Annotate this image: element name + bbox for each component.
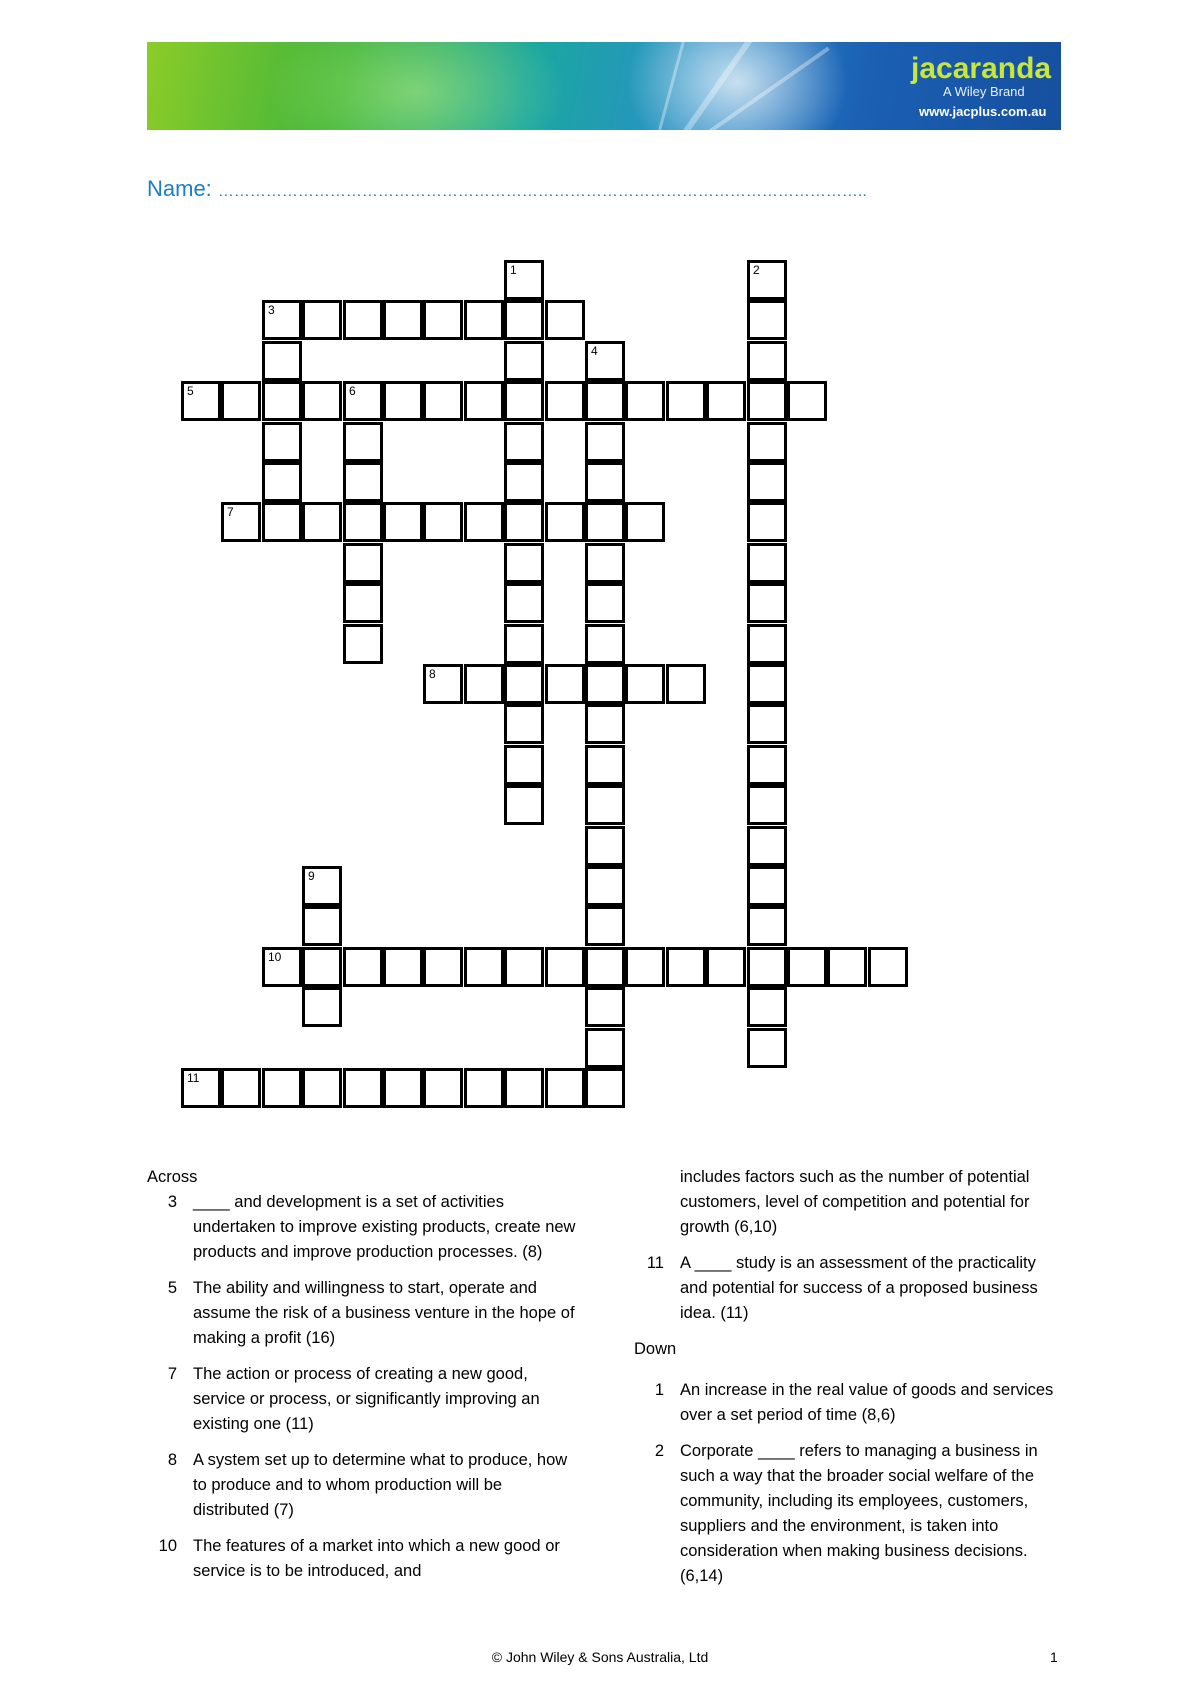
crossword-cell[interactable] <box>221 502 261 542</box>
clue-index: 11 <box>646 1254 664 1272</box>
clue-text: A system set up to determine what to produce, how to produce and to whom production will be distributed (7) <box>193 1451 568 1519</box>
across-clue-list <box>634 1251 1064 1326</box>
crossword-cell[interactable] <box>504 341 544 381</box>
crossword-cell[interactable] <box>545 664 585 704</box>
crossword-cell[interactable] <box>343 502 383 542</box>
crossword-cell[interactable] <box>343 1068 383 1108</box>
across-clue <box>147 1448 577 1523</box>
crossword-cell[interactable] <box>464 1068 504 1108</box>
crossword-cell[interactable] <box>504 624 544 664</box>
crossword-cell[interactable] <box>747 947 787 987</box>
across-clue-list <box>147 1190 577 1584</box>
crossword-cell[interactable] <box>383 381 423 421</box>
name-dots: ………………………………………………………………………………………………………….. <box>217 183 867 200</box>
crossword-cell[interactable] <box>181 1068 221 1108</box>
crossword-cell[interactable] <box>747 987 787 1027</box>
name-label: Name: <box>147 176 212 201</box>
crossword-cell[interactable] <box>343 300 383 340</box>
crossword-cell[interactable] <box>221 381 261 421</box>
crossword-cell[interactable] <box>747 422 787 462</box>
clue-index: 8 <box>167 1451 177 1469</box>
crossword-cell[interactable] <box>504 543 544 583</box>
footer-page-number: 1 <box>1050 1649 1058 1665</box>
crossword-cell[interactable] <box>423 947 463 987</box>
crossword-cell[interactable] <box>504 664 544 704</box>
crossword-cell[interactable] <box>787 947 827 987</box>
crossword-cell[interactable] <box>747 583 787 623</box>
crossword-cell[interactable] <box>343 624 383 664</box>
crossword-cell[interactable] <box>343 422 383 462</box>
crossword-cell[interactable] <box>585 947 625 987</box>
crossword-cell[interactable] <box>504 583 544 623</box>
crossword-cell[interactable] <box>504 502 544 542</box>
clue-index: 7 <box>167 1365 177 1383</box>
crossword-cell[interactable] <box>747 341 787 381</box>
clue-text: The action or process of creating a new good, service or process, or significantly improving an existing one (11) <box>193 1365 540 1433</box>
crossword-cell[interactable] <box>625 947 665 987</box>
clue-number: 2 <box>753 263 760 277</box>
crossword-cell[interactable] <box>262 381 302 421</box>
crossword-cell[interactable] <box>666 664 706 704</box>
crossword-cell[interactable] <box>747 260 787 300</box>
crossword-cell[interactable] <box>262 341 302 381</box>
clue-text: The features of a market into which a new good or service is to be introduced, and <box>193 1537 560 1580</box>
crossword-cell[interactable] <box>666 381 706 421</box>
crossword-cell[interactable] <box>545 1068 585 1108</box>
clues-right-column <box>634 1165 1064 1600</box>
crossword-cell[interactable] <box>585 1068 625 1108</box>
crossword-cell[interactable] <box>706 381 746 421</box>
clue-number: 1 <box>510 263 517 277</box>
crossword-cell[interactable] <box>706 947 746 987</box>
crossword-cell[interactable] <box>747 745 787 785</box>
crossword-cell[interactable] <box>262 947 302 987</box>
crossword-cell[interactable] <box>585 664 625 704</box>
crossword-cell[interactable] <box>747 826 787 866</box>
down-clue <box>634 1439 1064 1589</box>
crossword-cell[interactable] <box>585 543 625 583</box>
crossword-cell[interactable] <box>545 502 585 542</box>
brand-logo: jacaranda <box>911 52 1052 85</box>
crossword-cell[interactable] <box>423 502 463 542</box>
header-banner <box>147 42 1061 130</box>
banner-glow <box>267 42 567 130</box>
clue-number: 3 <box>268 303 275 317</box>
crossword-cell[interactable] <box>383 300 423 340</box>
crossword-cell[interactable] <box>343 583 383 623</box>
crossword-cell[interactable] <box>302 866 342 906</box>
clue-number: 4 <box>591 344 598 358</box>
clue-text: Corporate ____ refers to managing a business in such a way that the broader social welfare of the community, including its employees, customers, suppliers and the environment, is taken into consideration when making business decisions. (6,14) <box>680 1442 1038 1585</box>
down-heading: Down <box>634 1340 677 1358</box>
crossword-cell[interactable] <box>221 1068 261 1108</box>
across-clue <box>147 1534 577 1584</box>
clue-index: 1 <box>654 1381 664 1399</box>
crossword-cell[interactable] <box>504 260 544 300</box>
crossword-cell[interactable] <box>504 1068 544 1108</box>
crossword-cell[interactable] <box>585 745 625 785</box>
crossword-cell[interactable] <box>868 947 908 987</box>
crossword-cell[interactable] <box>302 1068 342 1108</box>
crossword-cell[interactable] <box>423 300 463 340</box>
crossword-cell[interactable] <box>302 987 342 1027</box>
down-clue <box>634 1378 1064 1428</box>
crossword-cell[interactable] <box>747 866 787 906</box>
crossword-cell[interactable] <box>383 502 423 542</box>
crossword-cell[interactable] <box>585 583 625 623</box>
crossword-cell[interactable] <box>747 624 787 664</box>
name-field <box>147 176 867 202</box>
crossword-cell[interactable] <box>585 502 625 542</box>
clues-left-column <box>147 1165 577 1595</box>
crossword-cell[interactable] <box>585 826 625 866</box>
crossword-cell[interactable] <box>262 462 302 502</box>
crossword-cell[interactable] <box>262 422 302 462</box>
crossword-cell[interactable] <box>302 906 342 946</box>
crossword-cell[interactable] <box>625 502 665 542</box>
crossword-cell[interactable] <box>383 947 423 987</box>
crossword-cell[interactable] <box>504 381 544 421</box>
crossword-cell[interactable] <box>464 300 504 340</box>
crossword-cell[interactable] <box>545 300 585 340</box>
crossword-cell[interactable] <box>423 1068 463 1108</box>
crossword-cell[interactable] <box>585 785 625 825</box>
across-clue-continuation: includes factors such as the number of potential customers, level of competition and potential for growth (6,10) <box>680 1168 1030 1236</box>
crossword-cell[interactable] <box>545 947 585 987</box>
crossword-cell[interactable] <box>585 704 625 744</box>
crossword-cell[interactable] <box>262 300 302 340</box>
crossword-cell[interactable] <box>585 987 625 1027</box>
crossword-cell[interactable] <box>504 704 544 744</box>
down-clue-list <box>634 1378 1064 1589</box>
crossword-cell[interactable] <box>504 785 544 825</box>
crossword-cell[interactable] <box>302 300 342 340</box>
crossword-cell[interactable] <box>585 624 625 664</box>
crossword-cell[interactable] <box>423 381 463 421</box>
crossword-cell[interactable] <box>787 381 827 421</box>
clue-index: 3 <box>167 1193 177 1211</box>
across-clue <box>634 1251 1064 1326</box>
crossword-cell[interactable] <box>625 381 665 421</box>
crossword-cell[interactable] <box>545 381 585 421</box>
crossword-cell[interactable] <box>585 341 625 381</box>
crossword-cell[interactable] <box>827 947 867 987</box>
crossword-cell[interactable] <box>504 422 544 462</box>
across-clue <box>147 1276 577 1351</box>
crossword-cell[interactable] <box>747 300 787 340</box>
crossword-cell[interactable] <box>747 664 787 704</box>
clue-text: An increase in the real value of goods and services over a set period of time (8,6) <box>680 1381 1054 1424</box>
crossword-cell[interactable] <box>343 381 383 421</box>
crossword-cell[interactable] <box>585 381 625 421</box>
crossword-cell[interactable] <box>585 906 625 946</box>
clue-text: A ____ study is an assessment of the practicality and potential for success of a proposed business idea. (11) <box>680 1254 1038 1322</box>
footer-copyright: © John Wiley & Sons Australia, Ltd <box>491 1649 709 1665</box>
crossword-cell[interactable] <box>302 947 342 987</box>
clue-number: 5 <box>187 384 194 398</box>
crossword-cell[interactable] <box>747 785 787 825</box>
crossword-cell[interactable] <box>747 704 787 744</box>
crossword-cell[interactable] <box>666 947 706 987</box>
crossword-cell[interactable] <box>343 462 383 502</box>
crossword-cell[interactable] <box>464 947 504 987</box>
clue-number: 8 <box>429 667 436 681</box>
clue-number: 9 <box>308 869 315 883</box>
clue-index: 5 <box>167 1279 177 1297</box>
brand-tagline: A Wiley Brand <box>943 84 1025 99</box>
crossword-cell[interactable] <box>464 502 504 542</box>
crossword-cell[interactable] <box>504 300 544 340</box>
crossword-cell[interactable] <box>343 543 383 583</box>
clue-index: 10 <box>158 1537 177 1555</box>
crossword-cell[interactable] <box>262 1068 302 1108</box>
clue-text: ____ and development is a set of activities undertaken to improve existing products, create new products and improve production processes. (8) <box>193 1193 576 1261</box>
crossword-cell[interactable] <box>343 947 383 987</box>
clue-number: 11 <box>187 1071 200 1085</box>
crossword-cell[interactable] <box>302 502 342 542</box>
crossword-cell[interactable] <box>747 1028 787 1068</box>
crossword-cell[interactable] <box>504 745 544 785</box>
across-clue <box>147 1362 577 1437</box>
crossword-cell[interactable] <box>747 906 787 946</box>
crossword-cell[interactable] <box>383 1068 423 1108</box>
crossword-cell[interactable] <box>747 381 787 421</box>
across-clue <box>147 1190 577 1265</box>
crossword-cell[interactable] <box>464 381 504 421</box>
crossword-cell[interactable] <box>504 947 544 987</box>
crossword-cell[interactable] <box>747 543 787 583</box>
crossword-cell[interactable] <box>464 664 504 704</box>
crossword-cell[interactable] <box>423 664 463 704</box>
crossword-cell[interactable] <box>747 462 787 502</box>
crossword-cell[interactable] <box>585 422 625 462</box>
clue-number: 6 <box>349 384 356 398</box>
brand-url: www.jacplus.com.au <box>919 104 1047 119</box>
crossword-cell[interactable] <box>181 381 221 421</box>
crossword-cell[interactable] <box>585 866 625 906</box>
clue-number: 7 <box>227 505 234 519</box>
crossword-cell[interactable] <box>747 502 787 542</box>
clue-text: The ability and willingness to start, operate and assume the risk of a business venture in the hope of making a profit (16) <box>193 1279 575 1347</box>
across-heading: Across <box>147 1168 198 1186</box>
crossword-cell[interactable] <box>625 664 665 704</box>
crossword-cell[interactable] <box>504 462 544 502</box>
crossword-cell[interactable] <box>302 381 342 421</box>
crossword-cell[interactable] <box>585 1028 625 1068</box>
clue-index: 2 <box>654 1442 664 1460</box>
crossword-cell[interactable] <box>262 502 302 542</box>
crossword-cell[interactable] <box>585 462 625 502</box>
clue-number: 10 <box>268 950 282 964</box>
